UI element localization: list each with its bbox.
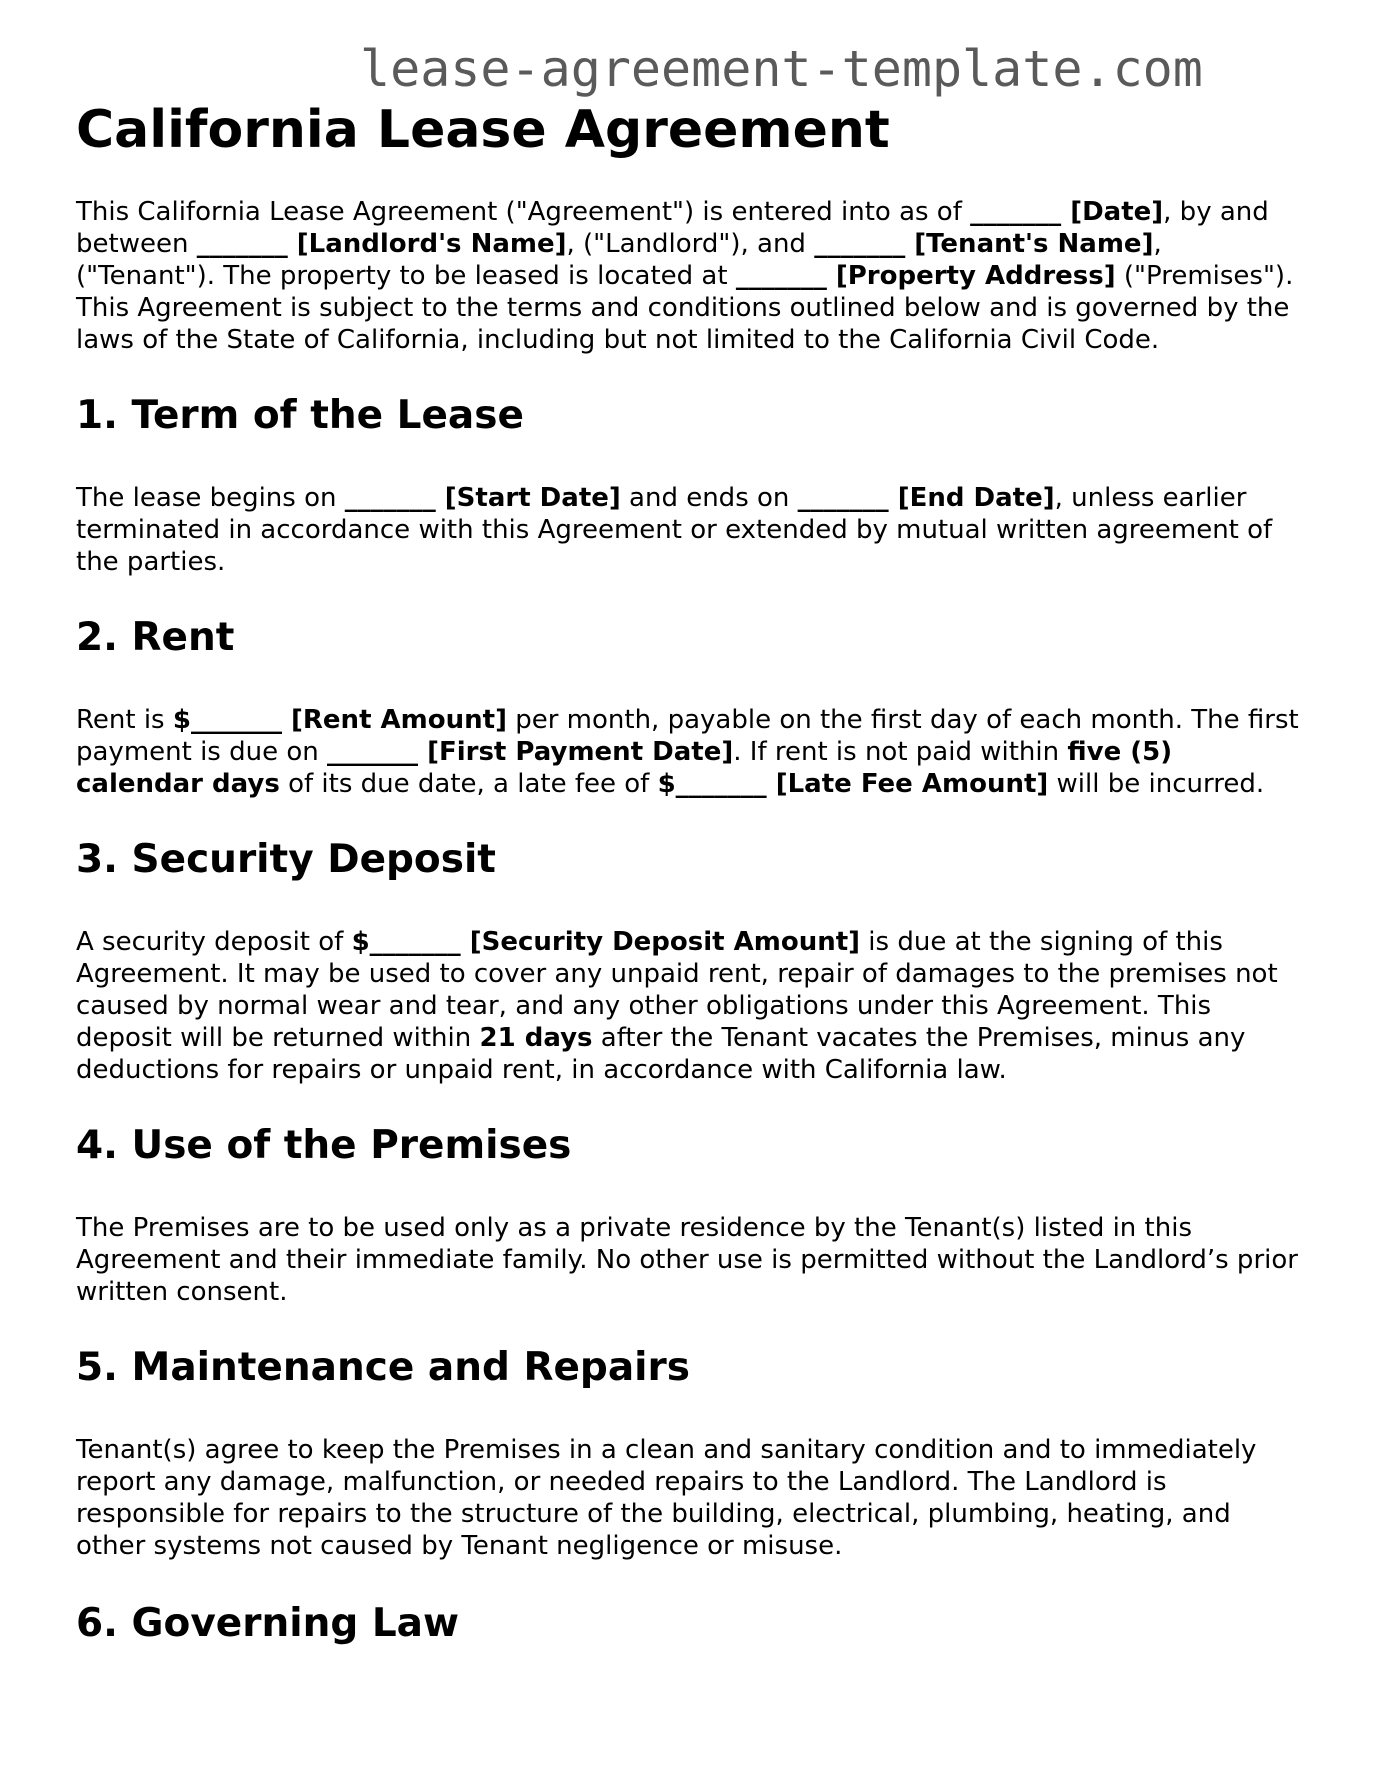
intro-text-1: This California Lease Agreement ("Agreement") is entered into as of [76,197,971,227]
site-watermark: lease-agreement-template.com [360,40,1203,98]
section-maintenance-body: Tenant(s) agree to keep the Premises in a clean and sanitary condition and to immediately report any damage, malfunction, or needed repairs to the Landlord. The Landlord is responsible for repairs to the structure of the building, electrical, plumbing, heating, and other systems not caused by Tenant negligence or misuse. [76,1435,1257,1561]
intro-text-5: ("Premises"). This Agreement is subject to the terms and conditions outlined below and is governed by the laws of the State of California, including but not limited to the California Civil Code. [76,261,1294,355]
deposit-text-2: is due at the signing of this Agreement. It may be used to cover any unpaid rent, repair of damages to the premises not caused by normal wear and tear, and any other obligations under this Agreement. This deposit will be returned within [76,927,1278,1053]
term-text-3: , unless earlier terminated in accordance with this Agreement or extended by mutual written agreement of the parties. [76,483,1273,577]
section-term [76,390,1301,578]
rent-amount-placeholder: $_______ [Rent Amount] [172,705,507,735]
property-address-placeholder: _______ [Property Address] [735,261,1116,291]
section-rent-body [76,704,1301,800]
section-deposit-body [76,926,1301,1086]
late-fee-placeholder: $_______ [Late Fee Amount] [657,769,1049,799]
term-text-2: and ends on [620,483,798,513]
deposit-text-1: A security deposit of [76,927,352,957]
return-period-text: 21 days [479,1023,593,1053]
deposit-text-3: after the Tenant vacates the Premises, minus any deductions for repairs or unpaid rent, in accordance with California law. [76,1023,1246,1085]
grace-period-text: five (5) calendar days [76,737,1173,799]
rent-text-1: Rent is [76,705,173,735]
section-maintenance [76,1342,1301,1562]
section-maintenance-heading: 5. Maintenance and Repairs [76,1345,690,1390]
section-rent-heading: 2. Rent [76,615,235,660]
tenant-name-placeholder: _______ [Tenant's Name] [814,229,1154,259]
term-text-1: The lease begins on [76,483,345,513]
landlord-name-placeholder: _______ [Landlord's Name] [196,229,567,259]
rent-text-4: of its due date, a late fee of [279,769,658,799]
section-deposit-heading: 3. Security Deposit [76,837,496,882]
rent-text-3: . If rent is not paid within [733,737,1068,767]
section-rent [76,612,1301,800]
rent-text-5: will be incurred. [1048,769,1265,799]
intro-paragraph [76,196,1301,356]
section-use [76,1120,1301,1308]
section-use-heading: 4. Use of the Premises [76,1123,572,1168]
first-payment-date-placeholder: _______ [First Payment Date] [327,737,734,767]
section-governing-law-heading: 6. Governing Law [76,1601,460,1646]
section-term-heading: 1. Term of the Lease [76,393,524,438]
document-title: California Lease Agreement [76,100,890,160]
intro-text-2: , by and between [76,197,1269,259]
section-use-body: The Premises are to be used only as a private residence by the Tenant(s) listed in this Agreement and their immediate family. No other use is permitted without the Landlord’s prior written consent. [76,1213,1298,1307]
end-date-placeholder: _______ [End Date] [797,483,1055,513]
section-deposit [76,834,1301,1086]
intro-text-3: , ("Landlord"), and [566,229,815,259]
intro-text-4: , ("Tenant"). The property to be leased is located at [76,229,1162,291]
start-date-placeholder: _______ [Start Date] [344,483,621,513]
rent-text-2: per month, payable on the first day of each month. The first payment is due on [76,705,1299,767]
document-page [76,92,1301,1690]
section-governing-law [76,1598,1301,1650]
section-term-body [76,482,1301,578]
deposit-amount-placeholder: $_______ [Security Deposit Amount] [351,927,861,957]
date-placeholder: _______ [Date] [970,197,1164,227]
